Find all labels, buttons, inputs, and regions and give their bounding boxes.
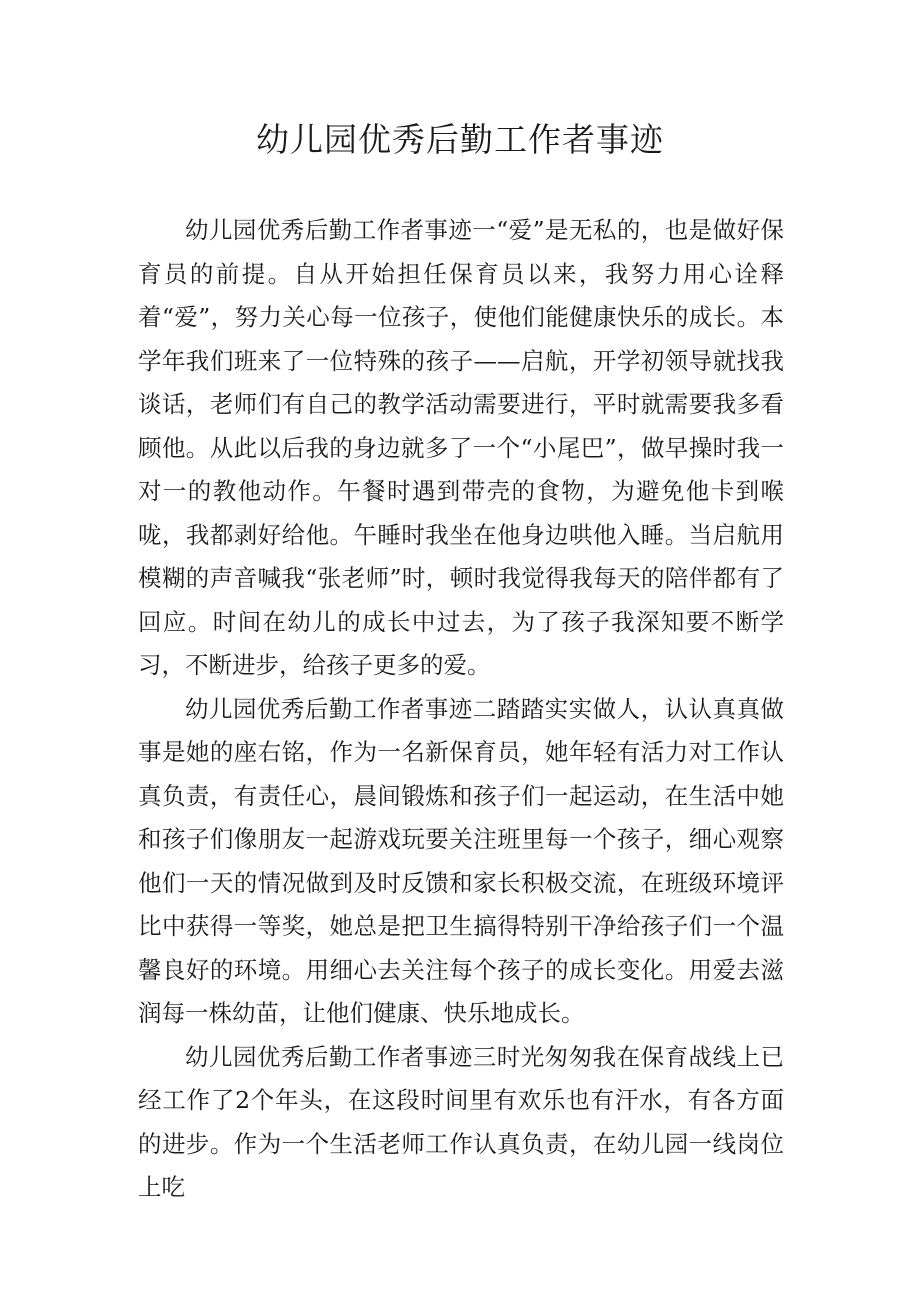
paragraph-1: 幼儿园优秀后勤工作者事迹一“爱”是无私的，也是做好保育员的前提。自从开始担任保育员以来，我努力用心诠释着“爱”，努力关心每一位孩子，使他们能健康快乐的成长。本学年我们班来了一位特殊的孩子——启航，开学初领导就找我谈话，老师们有自己的教学活动需要进行，平时就需要我多看顾他。从此以后我的身边就多了一个“小尾巴”，做早操时我一对一的教他动作。午餐时遇到带壳的食物，为避免他卡到喉咙，我都剥好给他。午睡时我坐在他身边哄他入睡。当启航用模糊的声音喊我“张老师”时，顿时我觉得我每天的陪伴都有了回应。时间在幼儿的成长中过去，为了孩子我深知要不断学习，不断进步，给孩子更多的爱。 bbox=[138, 216, 784, 679]
document-title: 幼儿园优秀后勤工作者事迹 bbox=[256, 120, 664, 159]
paragraph-2: 幼儿园优秀后勤工作者事迹二踏踏实实做人，认认真真做事是她的座右铭，作为一名新保育员，她年轻有活力对工作认真负责，有责任心，晨间锻炼和孩子们一起运动，在生活中她和孩子们像朋友一起游戏玩要关注班里每一个孩子，细心观察他们一天的情况做到及时反馈和家长积极交流，在班级环境评比中获得一等奖，她总是把卫生搞得特别干净给孩子们一个温馨良好的环境。用细心去关注每个孩子的成长变化。用爱去滋润每一株幼苗，让他们健康、快乐地成长。 bbox=[138, 694, 784, 1027]
document-body bbox=[138, 209, 784, 1210]
paragraph-3: 幼儿园优秀后勤工作者事迹三时光匆匆我在保育战线上已经工作了2个年头，在这段时间里有欢乐也有汗水，有各方面的进步。作为一个生活老师工作认真负责，在幼儿园一线岗位上吃 bbox=[138, 1042, 784, 1201]
